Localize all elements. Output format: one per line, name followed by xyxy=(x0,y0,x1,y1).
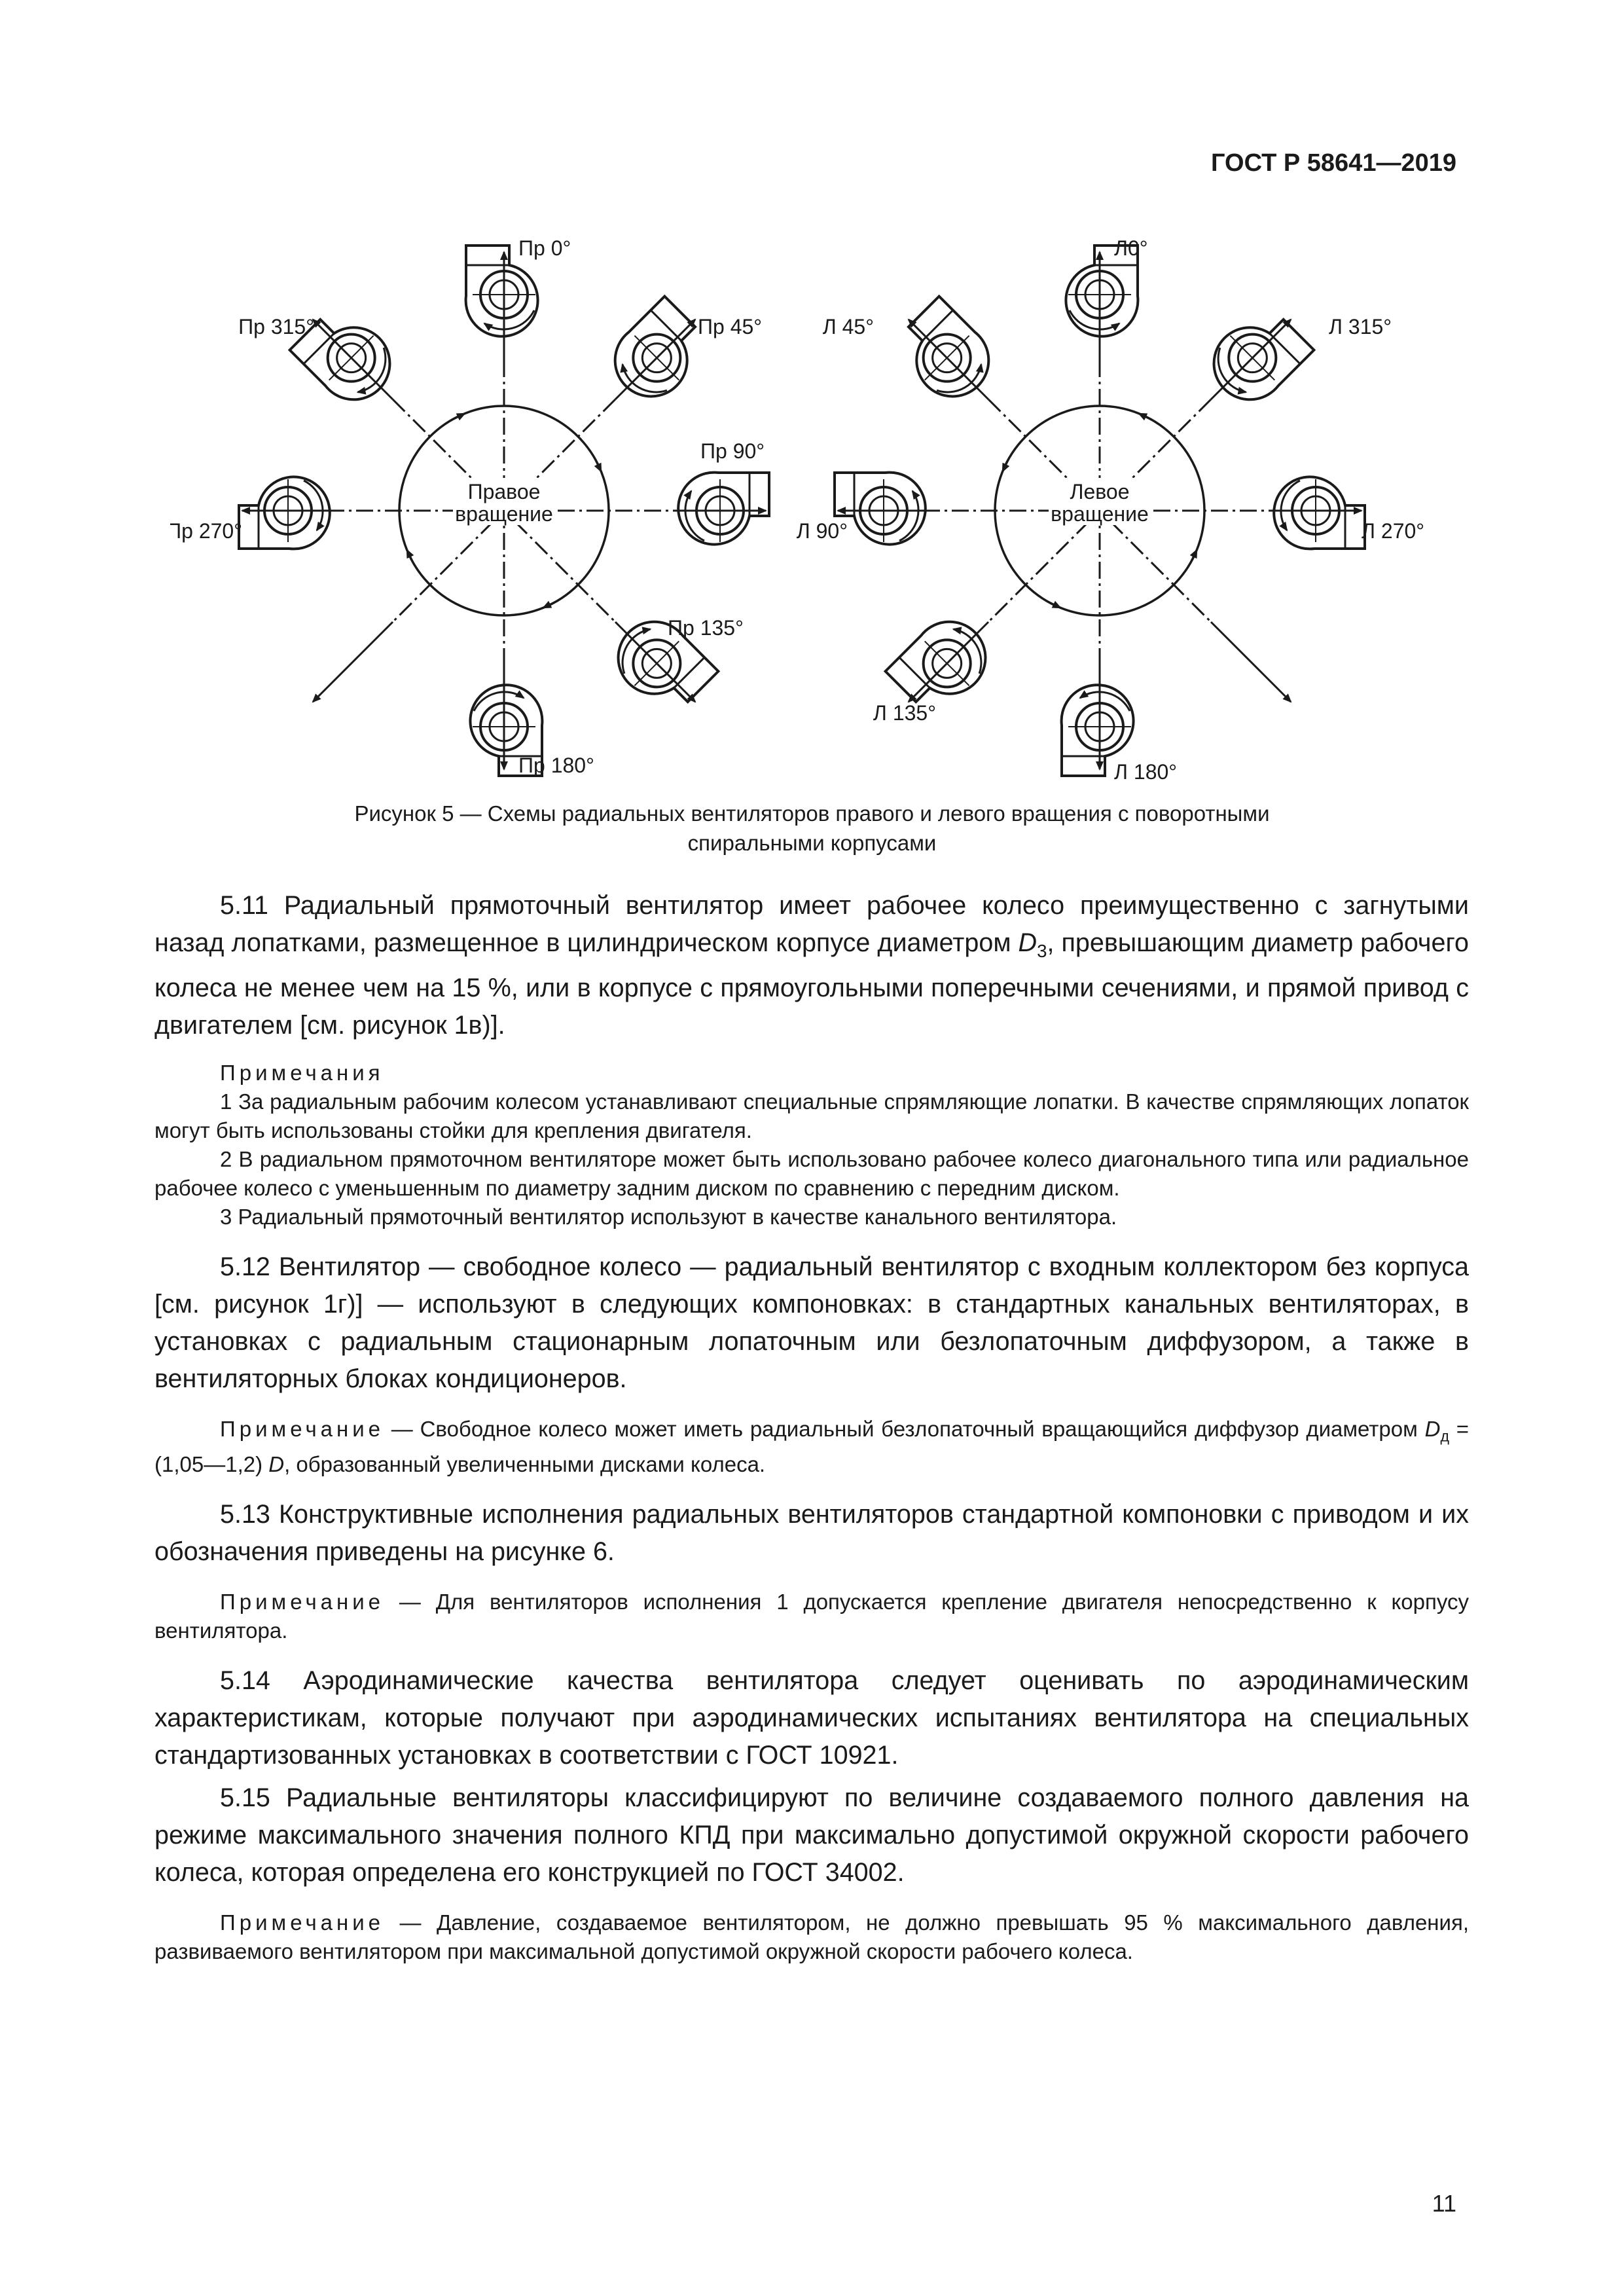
paragraph-5-15: 5.15 Радиальные вентиляторы классифицируют по величине создаваемого полного давления на режиме максимального значения полного КПД при максимально допустимой окружной скорости рабочего колеса, которая определена его конструкцией по ГОСТ 34002. xyxy=(154,1783,1469,1887)
p511-text-1: 5.11 Радиальный прямоточный вентилятор имеет рабочее колесо преимущественно с загнутыми назад лопатками, размещенное в цилиндрическом корпусе диаметром xyxy=(154,891,1469,957)
note-512-text-2: = (1,05—1,2) xyxy=(154,1416,1469,1477)
paragraph-5-11 xyxy=(154,887,1469,1044)
caption-line-2: спиральными корпусами xyxy=(687,831,937,855)
doc-id: ГОСТ Р 58641—2019 xyxy=(1211,149,1456,177)
rotation-direction-arrow xyxy=(595,458,602,471)
rotation-direction-arrow xyxy=(1047,602,1060,608)
note-3: 3 Радиальный прямоточный вентилятор используют в качестве канального вентилятора. xyxy=(220,1204,1117,1229)
document-header xyxy=(1211,149,1456,177)
fan-position-270 xyxy=(1274,477,1365,549)
notes-heading: Примечания xyxy=(220,1060,384,1085)
p511-text-2: , превышающим диаметр рабочего колеса не менее чем на 15 %, или в корпусе с прямоугольными поперечными сечениями, и прямой привод с двигателем [см. рисунок 1в)]. xyxy=(154,928,1469,1040)
note-label: Примечание xyxy=(220,1910,385,1935)
note-label: Примечание xyxy=(220,1416,385,1441)
position-label: Л 45° xyxy=(822,315,874,338)
fan-position-90 xyxy=(678,473,769,545)
position-label: Пр 0° xyxy=(518,236,571,260)
paragraph-5-12: 5.12 Вентилятор — свободное колесо — радиальный вентилятор с входным коллектором без корпуса [см. рисунок 1г)] — используют в следующих компоновках: в стандартных канальных вентиляторах, в установках с радиальным стационарным лопаточным или безлопаточным диффузором, а также в вентиляторных блоках кондиционеров. xyxy=(154,1252,1469,1393)
fan-schemes-diagram xyxy=(170,216,1453,805)
position-label: Л 270° xyxy=(1362,519,1425,543)
note-515-text: — Давление, создаваемое вентилятором, не должно превышать 95 % максимального давления, развиваемого вентилятором при максимальной допустимой окружной скорости рабочего колеса. xyxy=(154,1910,1469,1964)
rotation-direction-arrow xyxy=(543,602,556,608)
position-label: Л0° xyxy=(1114,236,1148,260)
position-label: Пр 135° xyxy=(668,616,744,640)
center-label-1: Левое xyxy=(1070,480,1130,503)
rotation-direction-arrow xyxy=(1139,414,1152,420)
note-label: Примечание xyxy=(220,1590,385,1614)
position-label: Пр 90° xyxy=(700,439,765,463)
rotation-direction-arrow xyxy=(1191,550,1197,563)
note-512-var: D xyxy=(1424,1416,1441,1441)
note-513-text: — Для вентиляторов исполнения 1 допускается крепление двигателя непосредственно к корпусу вентилятора. xyxy=(154,1590,1469,1643)
position-label: Л 315° xyxy=(1329,315,1392,338)
note-5-12 xyxy=(154,1415,1469,1480)
rotation-direction-arrow xyxy=(407,550,414,563)
position-label: Л 90° xyxy=(796,519,848,543)
fan-position-315 xyxy=(1199,299,1314,414)
position-label: Пр 315° xyxy=(238,315,314,338)
center-label-1: Правое xyxy=(467,480,541,503)
paragraph-5-13: 5.13 Конструктивные исполнения радиальных вентиляторов стандартной компоновки с приводом и их обозначения приведены на рисунке 6. xyxy=(154,1500,1469,1567)
fan-position-45 xyxy=(888,296,1003,411)
position-label: Пр 45° xyxy=(698,315,763,338)
position-label: Пр 270° xyxy=(170,519,242,543)
note-512-text-1: — Свободное колесо может иметь радиальный безлопаточный вращающийся диффузор диаметром xyxy=(384,1416,1425,1441)
right-rotation-diagram xyxy=(170,236,769,777)
rotation-direction-arrow xyxy=(452,414,465,420)
page-number: 11 xyxy=(1432,2190,1456,2217)
note-512-sub: д xyxy=(1440,1427,1449,1445)
fan-position-90 xyxy=(835,473,926,545)
document-body xyxy=(154,887,1469,1966)
note-2: 2 В радиальном прямоточном вентиляторе может быть использовано рабочее колесо диагонального типа или радиальное рабочее колесо с уменьшенным по диаметру задним диском по сравнению с передним диском. xyxy=(154,1146,1469,1200)
note-5-13 xyxy=(154,1588,1469,1645)
position-label: Пр 180° xyxy=(518,754,594,777)
rotation-direction-arrow xyxy=(1003,458,1009,471)
caption-line-1: Рисунок 5 — Схемы радиальных вентиляторов правого и левого вращения с поворотными xyxy=(354,801,1270,826)
paragraph-5-14: 5.14 Аэродинамические качества вентилятора следует оценивать по аэродинамическим характеристикам, которые получают при аэродинамических испытаниях вентилятора на специальных стандартизованных установках в соответствии с ГОСТ 10921. xyxy=(154,1666,1469,1770)
figure-5 xyxy=(170,216,1453,805)
p511-sub: 3 xyxy=(1037,940,1047,961)
fan-position-270 xyxy=(239,477,330,549)
figure-caption xyxy=(157,799,1467,858)
center-label-2: вращение xyxy=(455,502,553,526)
position-label: Л 135° xyxy=(873,701,936,725)
note-5-15 xyxy=(154,1908,1469,1966)
note-512-var2: D xyxy=(268,1452,285,1477)
note-512-text-3: , образованный увеличенными дисками колеса. xyxy=(284,1452,766,1477)
fan-position-45 xyxy=(600,296,715,411)
center-label-2: вращение xyxy=(1051,502,1149,526)
p511-var-d: D xyxy=(1018,928,1038,957)
position-label: Л 180° xyxy=(1114,760,1178,784)
left-rotation-diagram xyxy=(797,236,1424,784)
note-1: 1 За радиальным рабочим колесом устанавливают специальные спрямляющие лопатки. В качестве спрямляющих лопаток могут быть использованы стойки для крепления двигателя. xyxy=(154,1089,1469,1142)
